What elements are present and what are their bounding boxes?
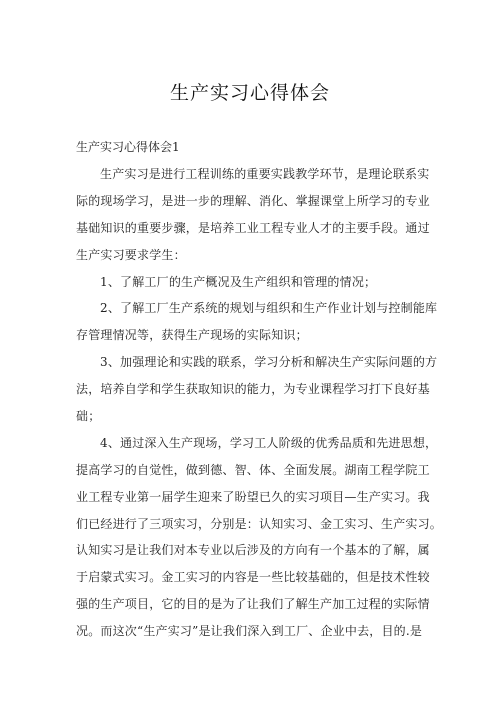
text-line: 强的生产项目，它的目的是为了让我们了解生产加工过程的实际情 <box>76 597 430 612</box>
text-line: 基础知识的重要步骤，是培养工业工程专业人才的主要手段。通过 <box>76 220 430 235</box>
text-line: 于启蒙式实习。金工实习的内容是一些比较基础的，但是技术性较 <box>76 570 430 585</box>
text-line: 1、了解工厂的生产概况及生产组织和管理的情况； <box>100 274 377 289</box>
text-line: 3、加强理论和实践的联系，学习分析和解决生产实际问题的方 <box>100 355 438 370</box>
text-line: 们已经进行了三项实习，分别是：认知实习、金工实习、生产实习。 <box>76 516 443 531</box>
text-line: 况。而这次“生产实习”是让我们深入到工厂、企业中去，目的.是 <box>76 624 423 639</box>
text-line: 提高学习的自觉性，做到德、智、体、全面发展。湖南工程学院工 <box>76 462 430 477</box>
text-line: 法，培养自学和学生获取知识的能力，为专业课程学习打下良好基 <box>76 382 430 397</box>
text-line: 生产实习要求学生： <box>76 247 186 262</box>
text-line: 存管理情况等，获得生产现场的实际知识； <box>76 328 308 343</box>
text-line: 生产实习是进行工程训练的重要实践教学环节，是理论联系实 <box>100 167 430 181</box>
body-text <box>76 161 443 645</box>
document-title: 生产实习心得体会 <box>169 82 330 104</box>
text-line: 础； <box>76 409 101 424</box>
text-line: 业工程专业第一届学生迎来了盼望已久的实习项目—生产实习。我 <box>76 489 430 504</box>
section-heading: 生产实习心得体会1 <box>76 140 180 154</box>
text-line: 际的现场学习，是进一步的理解、消化、掌握课堂上所学习的专业 <box>76 193 430 208</box>
text-line: 4、通过深入生产现场，学习工人阶级的优秀品质和先进思想， <box>100 435 438 450</box>
text-line: 认知实习是让我们对本专业以后涉及的方向有一个基本的了解，属 <box>76 543 430 558</box>
text-line: 2、了解工厂生产系统的规划与组织和生产作业计划与控制能库 <box>100 301 438 316</box>
